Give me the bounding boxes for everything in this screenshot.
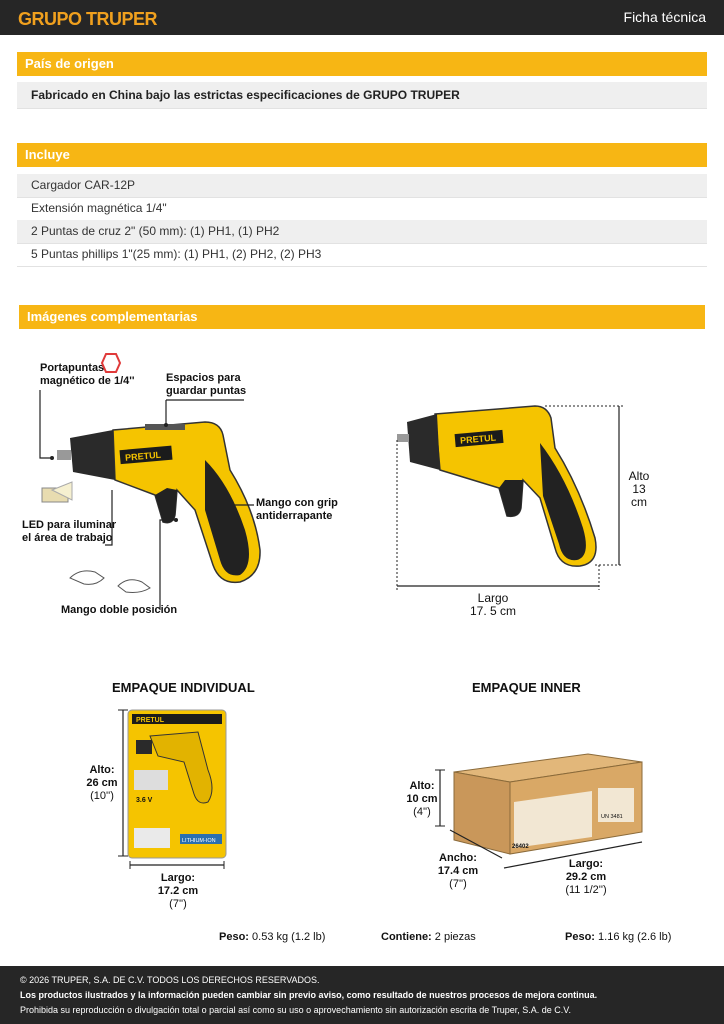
includes-item-2: Extensión magnética 1/4" xyxy=(17,197,707,221)
page-title: Ficha técnica xyxy=(623,9,706,25)
peso-inner: Peso: 1.16 kg (2.6 lb) xyxy=(565,931,672,943)
callout-leader-lines xyxy=(0,340,300,620)
top-bar xyxy=(0,0,724,35)
dimension-lines-inner xyxy=(430,770,650,920)
pack-voltage-label: 3.6 V xyxy=(136,797,153,804)
tool-brand-label-right: PRETUL xyxy=(459,432,497,446)
includes-item-1: Cargador CAR-12P xyxy=(17,174,707,198)
includes-item-3: 2 Puntas de cruz 2" (50 mm): (1) PH1, (1) PH2 xyxy=(17,220,707,244)
empaque-inner-title: EMPAQUE INNER xyxy=(472,680,581,695)
inner-largo-dimension: Largo: 29.2 cm (11 1/2'') xyxy=(565,858,607,896)
tool-largo-dimension: Largo 17. 5 cm xyxy=(469,591,517,618)
origin-text: Fabricado en China bajo las estrictas especificaciones de GRUPO TRUPER xyxy=(17,82,707,109)
footer-prohibition: Prohibida su reproducción o divulgación total o parcial así como su uso o aprovechamiento sin autorización escrita de Truper, S.A. de C.V. xyxy=(20,1005,571,1015)
tool-brand-label: PRETUL xyxy=(124,449,162,463)
dimension-lines-tool xyxy=(395,400,635,600)
individual-alto-dimension: Alto: 26 cm (10'') xyxy=(86,764,118,802)
callout-espacios: Espacios para guardar puntas xyxy=(166,372,247,397)
brand-logo: GRUPO TRUPER xyxy=(18,9,158,29)
box-code-label: 26402 xyxy=(512,844,529,850)
dimension-lines-individual xyxy=(118,706,248,876)
individual-largo-dimension: Largo: 17.2 cm (7'') xyxy=(157,872,199,910)
pack-battery-label: LITHIUM-ION xyxy=(182,838,216,844)
inner-ancho-dimension: Ancho: 17.4 cm (7'') xyxy=(437,852,479,890)
callout-portapuntas: Portapuntas magnético de 1/4'' xyxy=(40,362,135,387)
tool-alto-dimension: Alto 13 cm xyxy=(628,469,650,509)
callout-mango-grip: Mango con grip antiderrapante xyxy=(256,497,338,522)
footer-copyright: © 2026 TRUPER, S.A. DE C.V. TODOS LOS DERECHOS RESERVADOS. xyxy=(20,975,320,985)
footer-notice: Los productos ilustrados y la información pueden cambiar sin previo aviso, como resultado de nuestros procesos de mejora continua. xyxy=(20,990,598,1000)
includes-heading: Incluye xyxy=(17,143,707,167)
contiene: Contiene: 2 piezas xyxy=(381,931,476,943)
callout-mango-doble: Mango doble posición xyxy=(61,604,178,616)
empaque-individual-title: EMPAQUE INDIVIDUAL xyxy=(112,680,255,695)
pack-brand-label: PRETUL xyxy=(136,717,164,724)
includes-item-4: 5 Puntas phillips 1"(25 mm): (1) PH1, (2) PH2, (2) PH3 xyxy=(17,243,707,267)
origin-heading: País de origen xyxy=(17,52,707,76)
peso-individual: Peso: 0.53 kg (1.2 lb) xyxy=(219,931,326,943)
images-heading: Imágenes complementarias xyxy=(19,305,705,329)
box-un-label: UN 3481 xyxy=(601,814,623,820)
inner-alto-dimension: Alto: 10 cm (4'') xyxy=(406,780,438,818)
callout-led: LED para iluminar el área de trabajo xyxy=(22,519,117,544)
footer xyxy=(0,966,724,1024)
